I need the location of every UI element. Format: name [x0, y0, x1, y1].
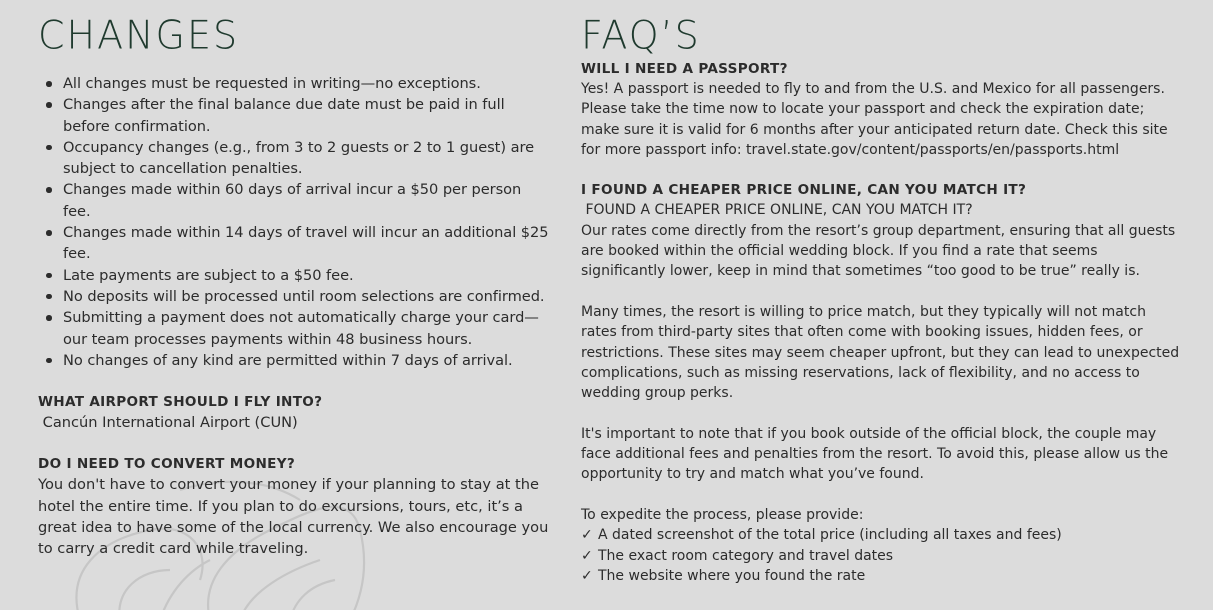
spacer [581, 160, 1181, 180]
passport-question: WILL I NEED A PASSPORT? [581, 61, 788, 77]
spacer [581, 485, 1181, 505]
airport-question: WHAT AIRPORT SHOULD I FLY INTO? [38, 394, 323, 411]
price-intro: To expedite the process, please provide: [581, 506, 864, 523]
checkmark-icon: ✓ [581, 527, 593, 544]
airport-section [38, 392, 553, 433]
money-section [38, 454, 553, 559]
money-question: DO I NEED TO CONVERT MONEY? [38, 456, 296, 473]
passport-section [581, 59, 1181, 160]
checkmark-icon: ✓ [581, 567, 593, 584]
list-item: Occupancy changes (e.g., from 3 to 2 guests or 2 to 1 guest) are subject to cancellation penalties. [38, 137, 553, 180]
price-paragraph-1: Our rates come directly from the resort’s group department, ensuring that all guests are booked within the official wedding block. If you find a rate that seems significantly lower, keep in mind that sometimes “too good to be true” really is. [581, 222, 1176, 280]
checklist-text: A dated screenshot of the total price (including all taxes and fees) [598, 527, 1062, 544]
price-paragraph-2: Many times, the resort is willing to price match, but they typically will not match rates from third-party sites that often come with booking issues, hidden fees, or restrictions. These sites may seem cheaper upfront, but they can lead to unexpected complications, such as missing reservations, lack of flexibility, and no access to wedding group perks. [581, 303, 1180, 402]
changes-column [38, 14, 553, 560]
airport-answer: Cancún International Airport (CUN) [38, 414, 298, 432]
spacer [581, 282, 1181, 302]
changes-list [38, 73, 553, 371]
checklist-text: The exact room category and travel dates [598, 547, 894, 564]
money-answer: You don't have to convert your money if your planning to stay at the hotel the entire time. If you plan to do excursions, tours, etc, it’s a great idea to have some of the local currency. We also encourage you to carry a credit card while traveling. [38, 476, 549, 558]
list-item: All changes must be requested in writing—no exceptions. [38, 73, 553, 94]
price-paragraph-3: It's important to note that if you book outside of the official block, the couple may face additional fees and penalties from the resort. To avoid this, please allow us the opportunity to try and match what you’ve found. [581, 425, 1169, 483]
list-item: Changes after the final balance due date must be paid in full before confirmation. [38, 94, 553, 137]
passport-answer: Yes! A passport is needed to fly to and from the U.S. and Mexico for all passengers. Please take the time now to locate your passport and check the expiration date; make sure it is valid for 6 months after your anticipated return date. Check this site for more passport info: travel.state.gov/content/passports/en/passports.html [581, 81, 1168, 158]
checklist-item [581, 566, 1181, 586]
checkmark-icon: ✓ [581, 547, 593, 564]
checklist-text: The website where you found the rate [598, 567, 866, 584]
list-item: Late payments are subject to a $50 fee. [38, 265, 553, 286]
faqs-column [581, 14, 1181, 586]
changes-title: CHANGES [38, 12, 240, 58]
price-section [581, 180, 1181, 586]
price-subheading: FOUND A CHEAPER PRICE ONLINE, CAN YOU MATCH IT? [581, 202, 973, 219]
checklist-item [581, 546, 1181, 566]
faqs-title: FAQ’S [581, 12, 701, 58]
list-item: No changes of any kind are permitted within 7 days of arrival. [38, 350, 553, 371]
list-item: Changes made within 14 days of travel will incur an additional $25 fee. [38, 222, 553, 265]
spacer [581, 403, 1181, 423]
list-item: No deposits will be processed until room selections are confirmed. [38, 286, 553, 307]
price-question: I FOUND A CHEAPER PRICE ONLINE, CAN YOU MATCH IT? [581, 182, 1027, 199]
list-item: Submitting a payment does not automatically charge your card—our team processes payments within 48 business hours. [38, 307, 553, 350]
checklist-item [581, 525, 1181, 545]
list-item: Changes made within 60 days of arrival incur a $50 per person fee. [38, 179, 553, 222]
